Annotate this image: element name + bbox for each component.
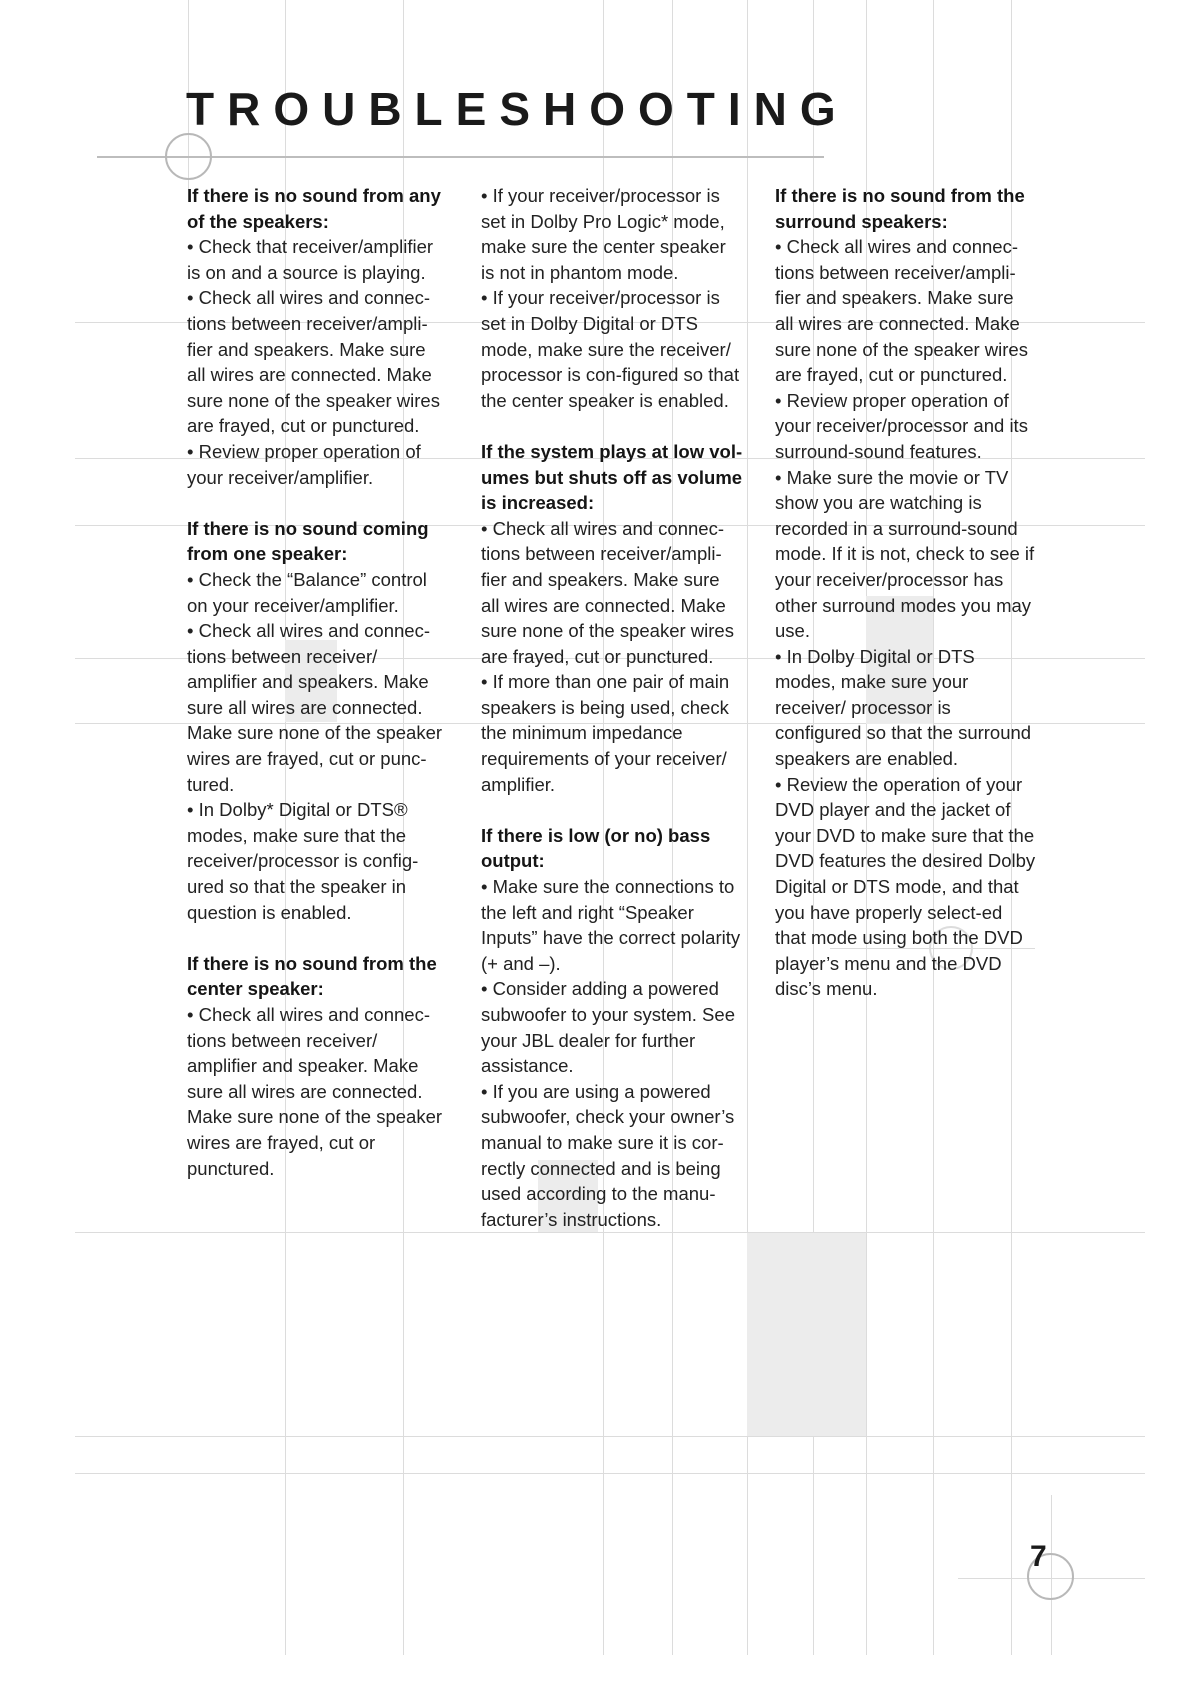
- section: [187, 951, 449, 1181]
- bullet-item: • Check all wires and connec-tions between receiver/ampli-fier and speakers. Make sure all wires are connected. Make sure none of the speaker wires are frayed, cut or punctured.: [481, 517, 734, 667]
- section-heading: If there is no sound coming from one speaker:: [187, 517, 429, 565]
- section-heading: If there is no sound from the surround speakers:: [775, 185, 1025, 232]
- shade-block: [747, 1233, 866, 1436]
- bullet-item: • Check that receiver/amplifier is on and a source is playing.: [187, 236, 434, 283]
- grid-line: [75, 1436, 1145, 1437]
- bullet-item: • Review the operation of your DVD player and the jacket of your DVD to make sure that the DVD features the desired Dolby Digital or DTS mode, and that you have properly select-ed that mode using both the DVD player’s menu and the DVD disc’s menu.: [775, 773, 1036, 1000]
- bullet-item: • Make sure the connections to the left and right “Speaker Inputs” have the correct polarity (+ and –).: [481, 876, 741, 974]
- section: [187, 183, 449, 490]
- bullet-item: • In Dolby Digital or DTS modes, make sure your receiver/ processor is configured so that the surround speakers are enabled.: [775, 645, 1032, 770]
- bullet-item: • If your receiver/processor is set in Dolby Pro Logic* mode, make sure the center speaker is not in phantom mode.: [481, 185, 726, 283]
- bullet-item: • If more than one pair of main speakers is being used, check the minimum impedance requirements of your receiver/ amplifier.: [481, 671, 730, 795]
- bullet-item: • Check all wires and connec-tions between receiver/ampli-fier and speakers. Make sure all wires are connected. Make sure none of the speaker wires are frayed, cut or punctured.: [187, 287, 440, 437]
- section-heading: If there is low (or no) bass output:: [481, 824, 711, 872]
- registration-mark-icon: [165, 133, 212, 180]
- grid-line: [75, 1473, 1145, 1474]
- section: [481, 183, 743, 413]
- column-3: [775, 183, 1037, 1028]
- section: [187, 516, 449, 926]
- bullet-item: • Review proper operation of your receiver/amplifier.: [187, 440, 421, 488]
- bullet-item: • Check all wires and connec-tions between receiver/ amplifier and speaker. Make sure all wires are connected. Make sure none of the speaker wires are frayed, cut or punctured.: [187, 1004, 443, 1179]
- section-heading: If the system plays at low vol-umes but shuts off as volume is increased:: [481, 440, 743, 514]
- bullet-item: • Consider adding a powered subwoofer to your system. See your JBL dealer for further assistance.: [481, 978, 735, 1077]
- section: [481, 439, 743, 797]
- page-title: TROUBLESHOOTING: [186, 83, 849, 135]
- page-number: 7: [1030, 1540, 1047, 1573]
- section: [481, 823, 743, 1233]
- section-heading: If there is no sound from any of the speakers:: [187, 185, 441, 232]
- bullet-item: • Make sure the movie or TV show you are watching is recorded in a surround-sound mode. If it is not, check to see if your receiver/processor has other surround modes you may use.: [775, 466, 1035, 642]
- section-heading: If there is no sound from the center speaker:: [187, 952, 437, 1000]
- bullet-item: • Check all wires and connec-tions between receiver/ampli-fier and speakers. Make sure all wires are connected. Make sure none of the speaker wires are frayed, cut or punctured.: [775, 236, 1028, 386]
- bullet-item: • Check all wires and connec-tions between receiver/ amplifier and speakers. Make sure all wires are connected. Make sure none of the speaker wires are frayed, cut or punc-tured.: [187, 620, 443, 795]
- bullet-item: • Check the “Balance” control on your receiver/amplifier.: [187, 568, 427, 616]
- bullet-item: • If your receiver/processor is set in Dolby Digital or DTS mode, make sure the receiver/ processor is con-figured so that the center speaker is enabled.: [481, 287, 740, 411]
- bullet-item: • Review proper operation of your receiver/processor and its surround-sound features.: [775, 389, 1028, 462]
- bullet-item: • If you are using a powered subwoofer, check your owner’s manual to make sure it is cor-rectly connected and is being used according to the manu-facturer’s instructions.: [481, 1080, 735, 1230]
- bullet-item: • In Dolby* Digital or DTS® modes, make sure that the receiver/processor is config-ured so that the speaker in question is enabled.: [187, 799, 419, 923]
- column-1: [187, 183, 449, 1207]
- column-2: [481, 183, 743, 1258]
- section: [775, 183, 1037, 1002]
